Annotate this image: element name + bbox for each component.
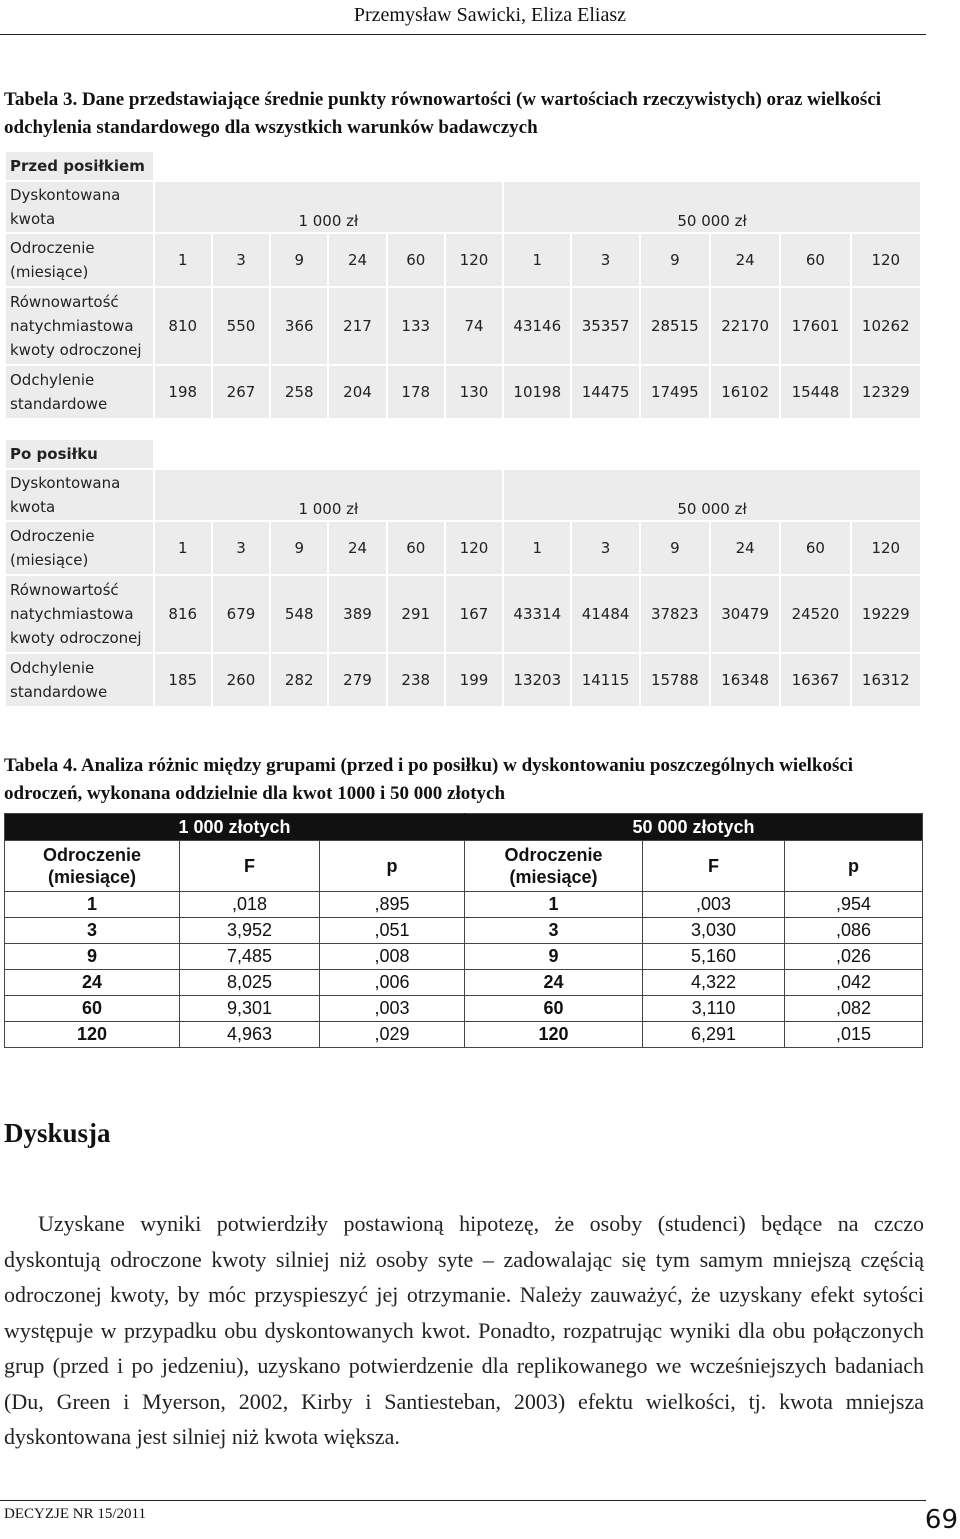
equivalent-row-cell: 19229 bbox=[851, 575, 921, 653]
amount-label: Dyskontowana kwota bbox=[5, 469, 154, 521]
delay-row-label: Odroczenie (miesiące) bbox=[5, 521, 154, 575]
sd-row-label: Odchylenie standardowe bbox=[5, 653, 154, 707]
delay-row-cell: 60 bbox=[387, 233, 445, 287]
sd-row-cell: 199 bbox=[445, 653, 503, 707]
equivalent-row-cell: 22170 bbox=[710, 287, 780, 365]
table4-cell-f1: 3,952 bbox=[180, 918, 320, 944]
delay-row-cell: 1 bbox=[154, 521, 212, 575]
page-header bbox=[0, 0, 926, 35]
equivalent-row-label: Równowartość natychmiastowa kwoty odroczonej bbox=[5, 287, 154, 365]
equivalent-row-cell: 133 bbox=[387, 287, 445, 365]
table4-cell-f2: 4,322 bbox=[643, 970, 785, 996]
table4-cell-p2: ,042 bbox=[785, 970, 923, 996]
table4 bbox=[4, 813, 923, 1048]
equivalent-row-label: Równowartość natychmiastowa kwoty odroczonej bbox=[5, 575, 154, 653]
table4-cell-d2: 60 bbox=[465, 996, 643, 1022]
sd-row-cell: 260 bbox=[212, 653, 270, 707]
table4-col-p: p bbox=[320, 841, 465, 892]
delay-row-cell: 60 bbox=[780, 521, 850, 575]
amount-1000: 1 000 zł bbox=[154, 181, 504, 233]
table4-cell-p2: ,015 bbox=[785, 1022, 923, 1048]
sd-row-cell: 185 bbox=[154, 653, 212, 707]
delay-row-cell: 3 bbox=[212, 233, 270, 287]
footer-divider bbox=[0, 1500, 926, 1501]
table4-cell-p2: ,086 bbox=[785, 918, 923, 944]
table4-cell-d2: 120 bbox=[465, 1022, 643, 1048]
equivalent-row-cell: 37823 bbox=[640, 575, 710, 653]
delay-row-cell: 60 bbox=[780, 233, 850, 287]
table4-cell-d1: 1 bbox=[5, 892, 180, 918]
table-blank bbox=[154, 439, 921, 469]
table4-col-delay: Odroczenie (miesiące) bbox=[5, 841, 180, 892]
sd-row-cell: 238 bbox=[387, 653, 445, 707]
table4-cell-f2: ,003 bbox=[643, 892, 785, 918]
table4-cell-d2: 3 bbox=[465, 918, 643, 944]
equivalent-row bbox=[5, 575, 921, 653]
table4-row bbox=[5, 970, 923, 996]
table4-cell-f1: 4,963 bbox=[180, 1022, 320, 1048]
sd-row-cell: 198 bbox=[154, 365, 212, 419]
table4-row bbox=[5, 1022, 923, 1048]
table4-cell-p1: ,029 bbox=[320, 1022, 465, 1048]
sd-row-cell: 282 bbox=[270, 653, 328, 707]
table4-row bbox=[5, 892, 923, 918]
equivalent-row-cell: 548 bbox=[270, 575, 328, 653]
equivalent-row-cell: 217 bbox=[328, 287, 386, 365]
amount-label: Dyskontowana kwota bbox=[5, 181, 154, 233]
equivalent-row-cell: 28515 bbox=[640, 287, 710, 365]
sd-row-cell: 16312 bbox=[851, 653, 921, 707]
table4-col-f: F bbox=[180, 841, 320, 892]
sd-row-cell: 258 bbox=[270, 365, 328, 419]
equivalent-row-cell: 17601 bbox=[780, 287, 850, 365]
equivalent-row-cell: 74 bbox=[445, 287, 503, 365]
table4-cell-p2: ,026 bbox=[785, 944, 923, 970]
table4-group-1000: 1 000 złotych bbox=[5, 814, 465, 841]
amount-1000: 1 000 zł bbox=[154, 469, 504, 521]
sd-row-cell: 16367 bbox=[780, 653, 850, 707]
equivalent-row-cell: 35357 bbox=[571, 287, 639, 365]
table4-cell-f2: 3,110 bbox=[643, 996, 785, 1022]
table4-cell-p1: ,895 bbox=[320, 892, 465, 918]
delay-row bbox=[5, 521, 921, 575]
equivalent-row-cell: 550 bbox=[212, 287, 270, 365]
table4-cell-d1: 24 bbox=[5, 970, 180, 996]
table-title-row bbox=[5, 439, 921, 469]
delay-row bbox=[5, 233, 921, 287]
sd-row-cell: 279 bbox=[328, 653, 386, 707]
table3-before-meal bbox=[4, 150, 922, 420]
delay-row-cell: 24 bbox=[710, 521, 780, 575]
sd-row-label: Odchylenie standardowe bbox=[5, 365, 154, 419]
amount-50000: 50 000 zł bbox=[503, 181, 921, 233]
table4-cell-f1: 8,025 bbox=[180, 970, 320, 996]
sd-row-cell: 267 bbox=[212, 365, 270, 419]
delay-row-cell: 24 bbox=[328, 233, 386, 287]
equivalent-row-cell: 816 bbox=[154, 575, 212, 653]
table4-row bbox=[5, 996, 923, 1022]
sd-row-cell: 15448 bbox=[780, 365, 850, 419]
delay-row-cell: 1 bbox=[154, 233, 212, 287]
footer-page-number: 69 bbox=[924, 1505, 958, 1535]
table4-cell-d1: 60 bbox=[5, 996, 180, 1022]
footer-journal: DECYZJE NR 15/2011 bbox=[4, 1506, 146, 1522]
delay-row-cell: 1 bbox=[503, 521, 571, 575]
table4-cell-f2: 5,160 bbox=[643, 944, 785, 970]
delay-row-cell: 3 bbox=[212, 521, 270, 575]
table4-col-delay: Odroczenie (miesiące) bbox=[465, 841, 643, 892]
table4-cell-d1: 3 bbox=[5, 918, 180, 944]
sd-row-cell: 204 bbox=[328, 365, 386, 419]
equivalent-row-cell: 41484 bbox=[571, 575, 639, 653]
sd-row bbox=[5, 365, 921, 419]
table4-row bbox=[5, 918, 923, 944]
equivalent-row bbox=[5, 287, 921, 365]
section-title: Dyskusja bbox=[4, 1118, 111, 1148]
table4-caption: Tabela 4. Analiza różnic między grupami (przed i po posiłku) w dyskontowaniu poszczególnych wielkości odroczeń, wykonana oddzielnie dla kwot 1000 i 50 000 złotych bbox=[4, 755, 854, 804]
table3-after-meal bbox=[4, 438, 922, 708]
table4-cell-f1: 9,301 bbox=[180, 996, 320, 1022]
table4-cell-d2: 9 bbox=[465, 944, 643, 970]
table3-caption: Tabela 3. Dane przedstawiające średnie punkty równowartości (w wartościach rzeczywistych) oraz wielkości odchylenia standardowego dla wszystkich warunków badawczych bbox=[4, 89, 882, 138]
equivalent-row-cell: 43314 bbox=[503, 575, 571, 653]
header-authors: Przemysław Sawicki, Eliza Eliasz bbox=[353, 4, 626, 26]
amount-row bbox=[5, 469, 921, 521]
delay-row-cell: 60 bbox=[387, 521, 445, 575]
sd-row bbox=[5, 653, 921, 707]
delay-row-cell: 9 bbox=[640, 233, 710, 287]
table4-cell-f1: 7,485 bbox=[180, 944, 320, 970]
table-blank bbox=[154, 151, 921, 181]
table4-cell-p1: ,008 bbox=[320, 944, 465, 970]
delay-row-cell: 1 bbox=[503, 233, 571, 287]
equivalent-row-cell: 167 bbox=[445, 575, 503, 653]
table4-cell-d2: 1 bbox=[465, 892, 643, 918]
delay-row-cell: 9 bbox=[640, 521, 710, 575]
sd-row-cell: 130 bbox=[445, 365, 503, 419]
delay-row-cell: 3 bbox=[571, 521, 639, 575]
equivalent-row-cell: 30479 bbox=[710, 575, 780, 653]
table-title: Przed posiłkiem bbox=[5, 151, 154, 181]
equivalent-row-cell: 10262 bbox=[851, 287, 921, 365]
sd-row-cell: 14115 bbox=[571, 653, 639, 707]
delay-row-cell: 24 bbox=[328, 521, 386, 575]
equivalent-row-cell: 366 bbox=[270, 287, 328, 365]
body-paragraph: Uzyskane wyniki potwierdziły postawioną hipotezę, że osoby (studenci) będące na czczo dyskontują odroczone kwoty silniej niż osoby syte – zadowalając się tym samym mniejszą częścią odroczonej kwoty, by móc przyspieszyć jej otrzymanie. Należy zauważyć, że uzyskany efekt sytości występuje w przypadku obu dyskontowanych kwot. Ponadto, rozpatrując wyniki dla obu połączonych grup (przed i po jedzeniu), uzyskano potwierdzenie dla replikowanego we wcześniejszych badaniach (Du, Green i Myerson, 2002, Kirby i Santiesteban, 2003) efektu wielkości, tj. kwota mniejsza dyskontowana jest silniej niż kwota większa. bbox=[4, 1211, 924, 1449]
table4-cell-f2: 3,030 bbox=[643, 918, 785, 944]
equivalent-row-cell: 679 bbox=[212, 575, 270, 653]
sd-row-cell: 14475 bbox=[571, 365, 639, 419]
equivalent-row-cell: 291 bbox=[387, 575, 445, 653]
table4-cell-d2: 24 bbox=[465, 970, 643, 996]
amount-row bbox=[5, 181, 921, 233]
table4-cell-f1: ,018 bbox=[180, 892, 320, 918]
table4-cell-p1: ,006 bbox=[320, 970, 465, 996]
equivalent-row-cell: 43146 bbox=[503, 287, 571, 365]
delay-row-cell: 9 bbox=[270, 521, 328, 575]
table4-cell-d1: 120 bbox=[5, 1022, 180, 1048]
table4-cell-d1: 9 bbox=[5, 944, 180, 970]
sd-row-cell: 15788 bbox=[640, 653, 710, 707]
delay-row-cell: 120 bbox=[445, 233, 503, 287]
table-title: Po posiłku bbox=[5, 439, 154, 469]
sd-row-cell: 10198 bbox=[503, 365, 571, 419]
amount-50000: 50 000 zł bbox=[503, 469, 921, 521]
table4-group-header bbox=[5, 814, 923, 841]
table4-row bbox=[5, 944, 923, 970]
table4-cell-f2: 6,291 bbox=[643, 1022, 785, 1048]
delay-row-cell: 120 bbox=[851, 233, 921, 287]
equivalent-row-cell: 389 bbox=[328, 575, 386, 653]
delay-row-cell: 120 bbox=[851, 521, 921, 575]
delay-row-label: Odroczenie (miesiące) bbox=[5, 233, 154, 287]
equivalent-row-cell: 810 bbox=[154, 287, 212, 365]
sd-row-cell: 16102 bbox=[710, 365, 780, 419]
table-title-row bbox=[5, 151, 921, 181]
table4-cell-p1: ,003 bbox=[320, 996, 465, 1022]
equivalent-row-cell: 24520 bbox=[780, 575, 850, 653]
sd-row-cell: 17495 bbox=[640, 365, 710, 419]
table4-cell-p2: ,954 bbox=[785, 892, 923, 918]
table4-col-f: F bbox=[643, 841, 785, 892]
sd-row-cell: 16348 bbox=[710, 653, 780, 707]
delay-row-cell: 120 bbox=[445, 521, 503, 575]
table4-column-header bbox=[5, 841, 923, 892]
table4-group-50000: 50 000 złotych bbox=[465, 814, 923, 841]
delay-row-cell: 9 bbox=[270, 233, 328, 287]
table4-cell-p2: ,082 bbox=[785, 996, 923, 1022]
table4-cell-p1: ,051 bbox=[320, 918, 465, 944]
sd-row-cell: 13203 bbox=[503, 653, 571, 707]
table4-col-p: p bbox=[785, 841, 923, 892]
sd-row-cell: 178 bbox=[387, 365, 445, 419]
delay-row-cell: 3 bbox=[571, 233, 639, 287]
delay-row-cell: 24 bbox=[710, 233, 780, 287]
sd-row-cell: 12329 bbox=[851, 365, 921, 419]
